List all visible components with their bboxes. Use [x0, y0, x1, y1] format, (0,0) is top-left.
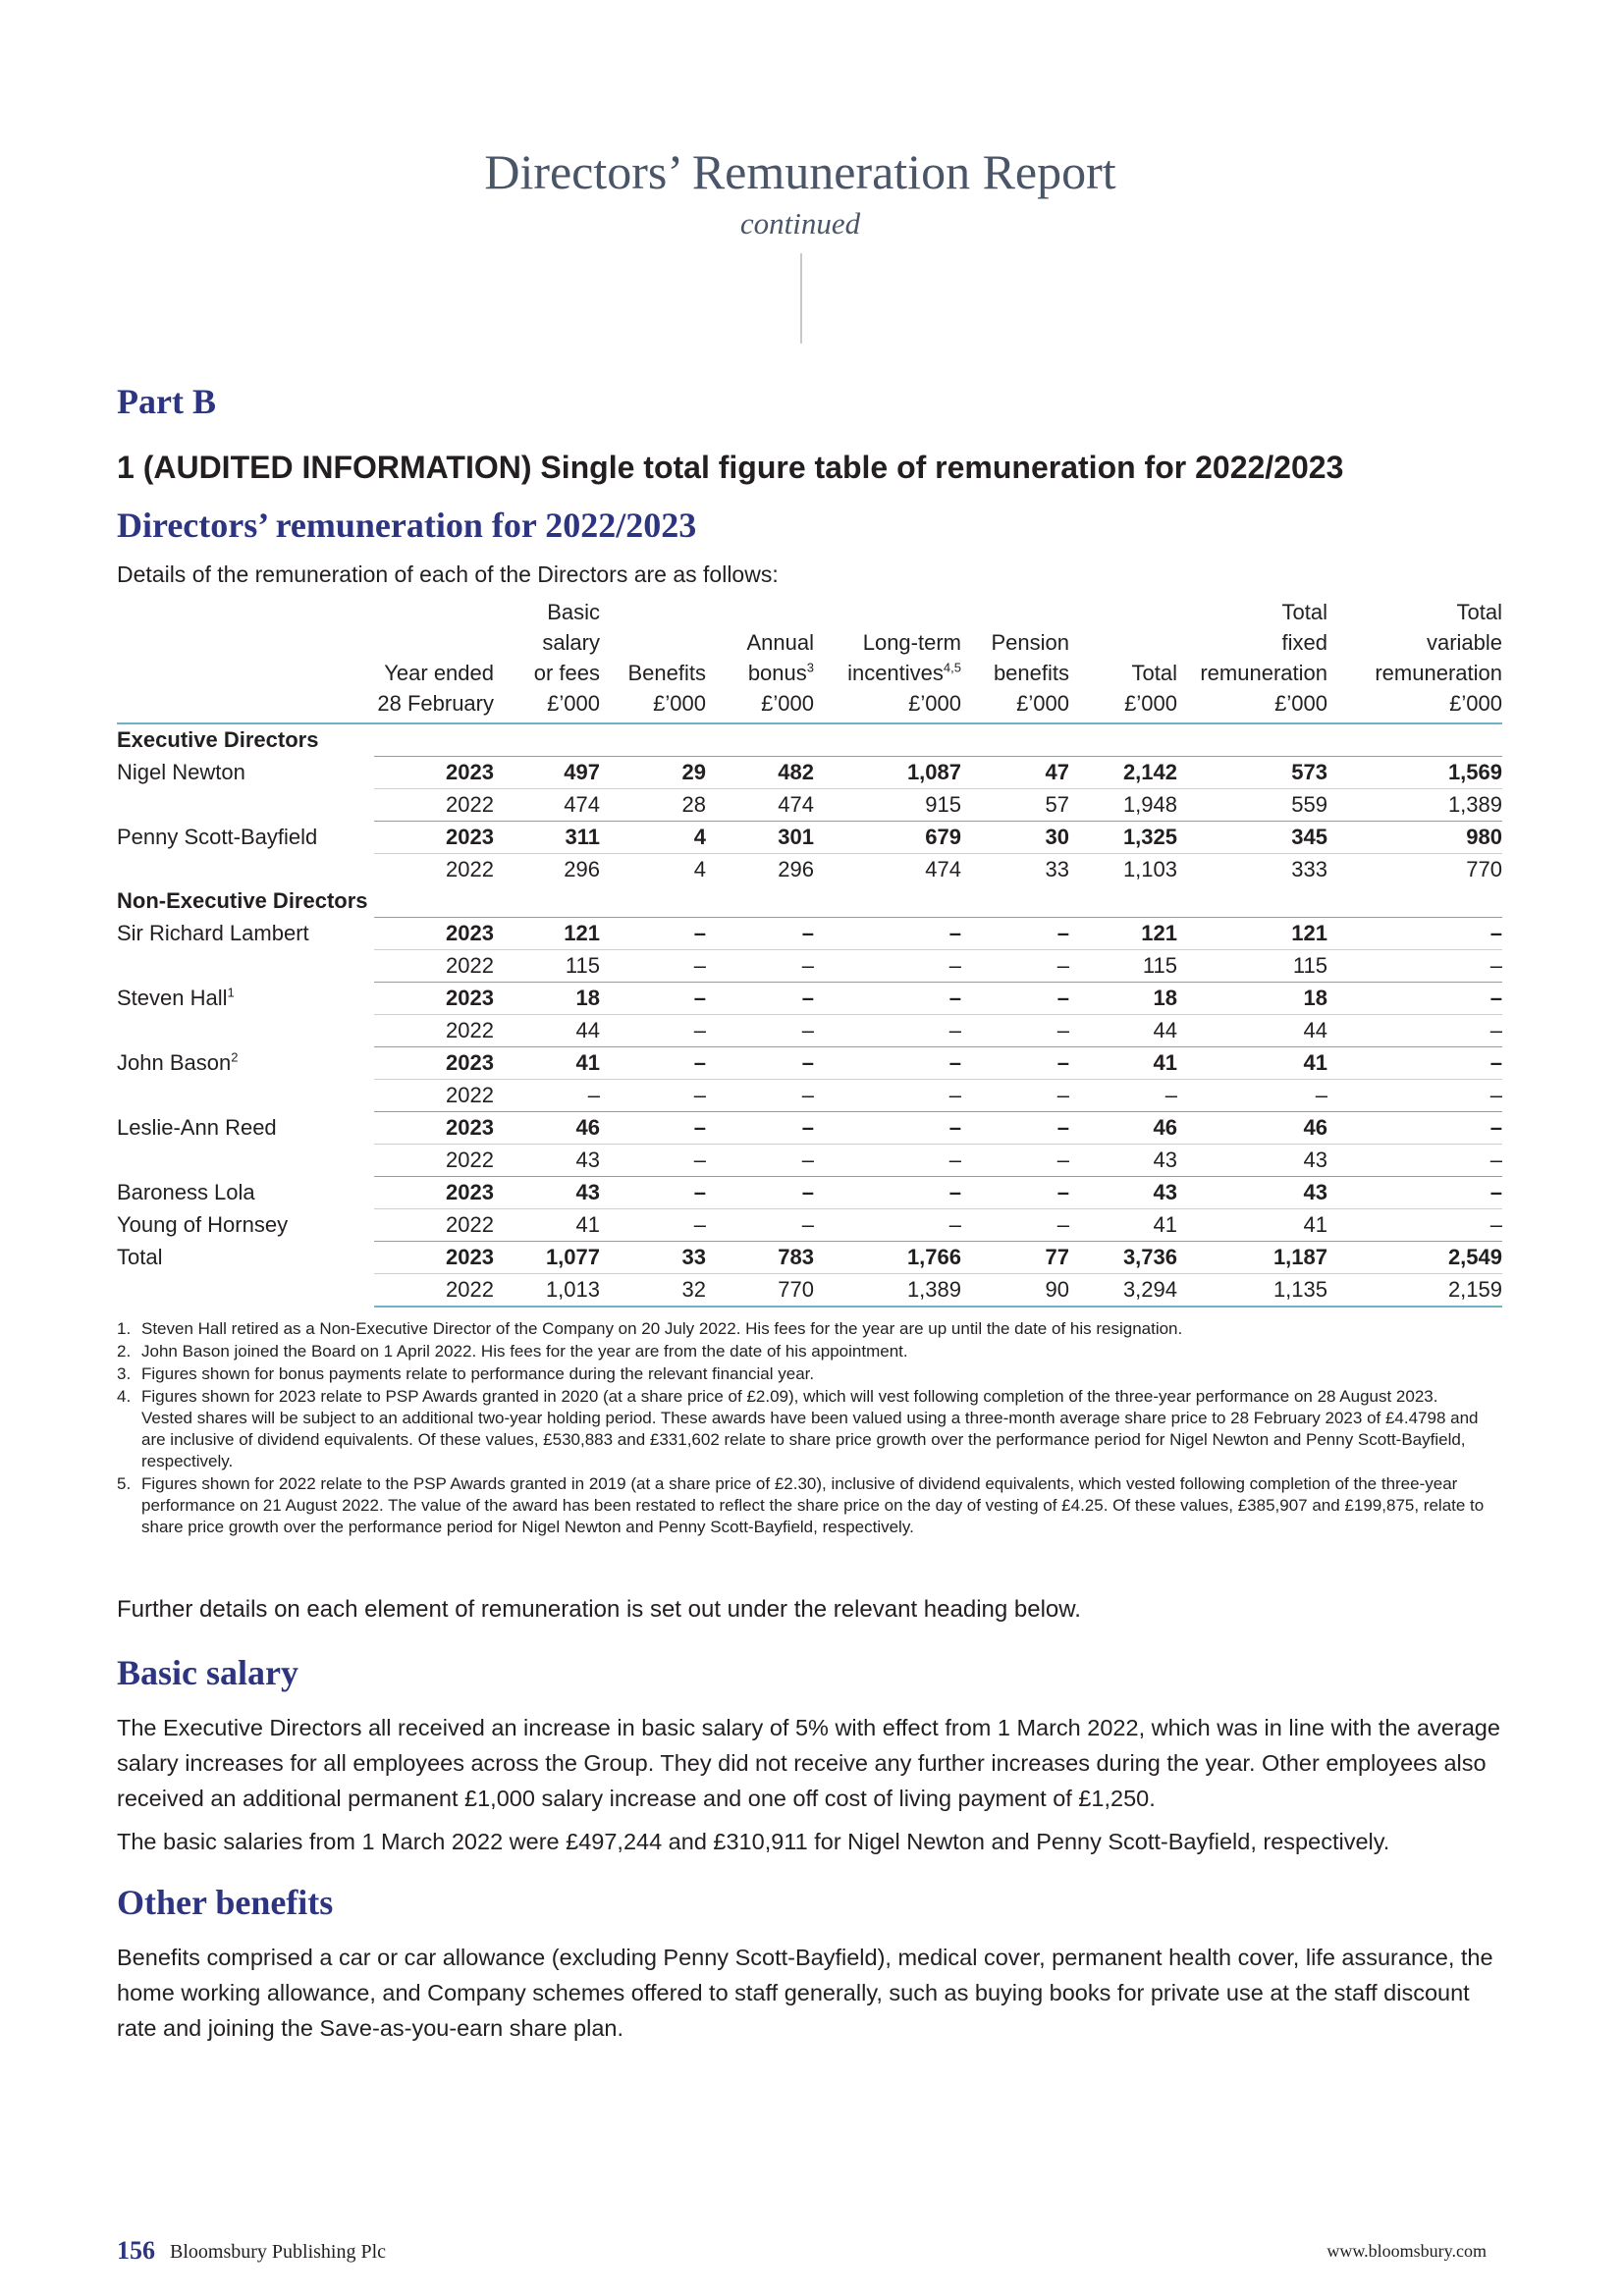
value-cell: –	[706, 1177, 814, 1209]
value-cell: 41	[1069, 1209, 1177, 1242]
value-cell: –	[814, 1145, 961, 1177]
column-header	[1177, 597, 1327, 723]
footnote-text: Figures shown for bonus payments relate to performance during the relevant financial year.	[141, 1364, 815, 1383]
value-cell: –	[1177, 1080, 1327, 1112]
table-header-row	[117, 597, 1502, 723]
director-name: Total	[117, 1245, 163, 1269]
group-row	[117, 885, 1502, 918]
value-cell: –	[1327, 1112, 1502, 1145]
value-cell: –	[494, 1080, 600, 1112]
footnote-number: 5.	[117, 1474, 132, 1493]
director-name-cell	[117, 950, 374, 983]
value-cell: 783	[706, 1242, 814, 1274]
column-header-line: £’000	[1449, 691, 1502, 716]
column-header-line: remuneration	[1200, 661, 1327, 685]
footnote-text: Figures shown for 2023 relate to PSP Awards granted in 2020 (at a share price of £2.09), which will vest following completion of the three-year performance on 28 August 2023. Vested shares will be subject to an additional two-year holding period. These awards have been valued using a three-month average share price to 28 February 2023 of £4.4798 and are inclusive of dividend equivalents. Of these values, £530,883 and £331,602 relate to share price growth over the performance period for Nigel Newton and Penny Scott-Bayfield, respectively.	[141, 1387, 1479, 1470]
intro-text: Details of the remuneration of each of the Directors are as follows:	[117, 561, 779, 587]
column-header	[374, 597, 494, 723]
value-cell: 345	[1177, 822, 1327, 854]
value-cell: 18	[1069, 983, 1177, 1015]
table-row	[117, 854, 1502, 886]
year-cell: 2023	[374, 757, 494, 789]
column-header-line: Annual	[746, 630, 814, 655]
other-benefits-paragraph: Benefits comprised a car or car allowance (excluding Penny Scott-Bayfield), medical cover, permanent health cover, life assurance, the home working allowance, and Company schemes offered to staff generally, such as buying books for private use at the staff discount rate and joining the Save-as-you-earn share plan.	[117, 1945, 1493, 2041]
value-cell: 474	[814, 854, 961, 886]
column-header-line: Total	[1281, 600, 1327, 624]
value-cell: –	[706, 918, 814, 950]
value-cell: 1,389	[1327, 789, 1502, 822]
group-row	[117, 723, 1502, 757]
value-cell: –	[706, 950, 814, 983]
value-cell: –	[706, 1145, 814, 1177]
value-cell: 32	[600, 1274, 706, 1308]
column-header-line: bonus	[747, 661, 807, 685]
value-cell: 1,103	[1069, 854, 1177, 886]
value-cell: 30	[961, 822, 1069, 854]
table-row	[117, 918, 1502, 950]
value-cell: –	[706, 1015, 814, 1047]
group-label: Executive Directors	[117, 727, 319, 752]
value-cell: 115	[1069, 950, 1177, 983]
table-row	[117, 757, 1502, 789]
value-cell: –	[1327, 950, 1502, 983]
value-cell: 1,948	[1069, 789, 1177, 822]
column-header-line: Long-term	[862, 630, 961, 655]
value-cell: 43	[1177, 1177, 1327, 1209]
footnote-item	[117, 1473, 1491, 1538]
value-cell: –	[1327, 983, 1502, 1015]
column-header	[1327, 597, 1502, 723]
value-cell: 915	[814, 789, 961, 822]
director-name: Baroness Lola	[117, 1180, 255, 1204]
column-header-line: benefits	[993, 661, 1069, 685]
basic-salary-paragraph: The Executive Directors all received an increase in basic salary of 5% with effect from 1 March 2022, which was in line with the average salary increases for all employees across the Group. They did not receive any further increases during the year. Other employees also received an additional permanent £1,000 salary increase and one off cost of living payment of £1,250.	[117, 1715, 1500, 1811]
table-row	[117, 1112, 1502, 1145]
footnote-text: Figures shown for 2022 relate to the PSP Awards granted in 2019 (at a share price of £2.30), inclusive of dividend equivalents, which vested following completion of the three-year performance on 21 August 2022. The value of the award has been restated to reflect the share price on the day of vesting of £4.25. Of these values, £385,907 and £199,875, relate to share price growth over the performance period for Nigel Newton and Penny Scott-Bayfield, respectively.	[141, 1474, 1485, 1536]
column-header-line: £’000	[908, 691, 961, 716]
value-cell: –	[961, 1112, 1069, 1145]
year-cell: 2022	[374, 1080, 494, 1112]
table-row	[117, 1080, 1502, 1112]
director-name-cell	[117, 1112, 374, 1145]
column-header-line: Basic	[547, 600, 600, 624]
footer-company-name: Bloomsbury Publishing Plc	[170, 2241, 387, 2263]
value-cell: 121	[1069, 918, 1177, 950]
value-cell: 1,077	[494, 1242, 600, 1274]
footnote-item	[117, 1318, 1491, 1340]
footnote-text: John Bason joined the Board on 1 April 2022. His fees for the year are from the date of his appointment.	[141, 1342, 908, 1361]
director-name-cell	[117, 983, 374, 1015]
group-label: Non-Executive Directors	[117, 888, 368, 913]
value-cell: 296	[494, 854, 600, 886]
value-cell: –	[814, 1209, 961, 1242]
director-name: Penny Scott-Bayfield	[117, 825, 318, 849]
value-cell: 43	[1069, 1177, 1177, 1209]
director-name: Sir Richard Lambert	[117, 921, 309, 945]
director-name-cell	[117, 1177, 374, 1209]
section-heading: 1 (AUDITED INFORMATION) Single total figure table of remuneration for 2022/2023	[117, 450, 1344, 485]
value-cell: 2,159	[1327, 1274, 1502, 1308]
value-cell: 1,013	[494, 1274, 600, 1308]
table-row	[117, 983, 1502, 1015]
column-header-line: £’000	[1274, 691, 1327, 716]
director-name: John Bason	[117, 1050, 232, 1075]
value-cell: 1,187	[1177, 1242, 1327, 1274]
director-name-cell	[117, 822, 374, 854]
table-row	[117, 1242, 1502, 1274]
director-name: Leslie-Ann Reed	[117, 1115, 277, 1140]
year-cell: 2022	[374, 854, 494, 886]
director-name-cell	[117, 918, 374, 950]
value-cell: 43	[1069, 1145, 1177, 1177]
value-cell: –	[961, 1177, 1069, 1209]
value-cell: –	[600, 1080, 706, 1112]
other-benefits-heading: Other benefits	[117, 1883, 334, 1922]
value-cell: 770	[1327, 854, 1502, 886]
value-cell: 121	[1177, 918, 1327, 950]
value-cell: –	[814, 1112, 961, 1145]
column-header	[494, 597, 600, 723]
header-spacer-cell	[117, 597, 374, 723]
value-cell: 2,142	[1069, 757, 1177, 789]
column-header-line: £’000	[547, 691, 600, 716]
value-cell: 43	[1177, 1145, 1327, 1177]
value-cell: 33	[961, 854, 1069, 886]
column-header-line: or fees	[533, 661, 600, 685]
value-cell: 115	[494, 950, 600, 983]
column-header-line: remuneration	[1375, 661, 1502, 685]
value-cell: –	[961, 1080, 1069, 1112]
value-cell: –	[706, 1047, 814, 1080]
value-cell: –	[961, 918, 1069, 950]
value-cell: –	[600, 1112, 706, 1145]
value-cell: 43	[494, 1177, 600, 1209]
footnote-item	[117, 1386, 1491, 1472]
director-name-cell	[117, 1015, 374, 1047]
value-cell: 121	[494, 918, 600, 950]
year-cell: 2022	[374, 1274, 494, 1308]
column-header-line: £’000	[1016, 691, 1069, 716]
director-name: Nigel Newton	[117, 760, 245, 784]
value-cell: –	[1327, 918, 1502, 950]
year-cell: 2023	[374, 1242, 494, 1274]
director-name-cell	[117, 1274, 374, 1308]
value-cell: –	[706, 983, 814, 1015]
table-row	[117, 1274, 1502, 1308]
value-cell: 44	[1069, 1015, 1177, 1047]
value-cell: –	[814, 1047, 961, 1080]
value-cell: –	[814, 1015, 961, 1047]
footnote-number: 2.	[117, 1342, 132, 1361]
column-header	[814, 597, 961, 723]
value-cell: –	[600, 1209, 706, 1242]
value-cell: 1,135	[1177, 1274, 1327, 1308]
title-divider	[800, 253, 802, 344]
value-cell: –	[814, 1177, 961, 1209]
value-cell: 41	[1069, 1047, 1177, 1080]
value-cell: 1,569	[1327, 757, 1502, 789]
value-cell: –	[1327, 1209, 1502, 1242]
value-cell: –	[814, 918, 961, 950]
year-cell: 2023	[374, 983, 494, 1015]
value-cell: 1,389	[814, 1274, 961, 1308]
part-heading: Part B	[117, 382, 216, 421]
value-cell: 4	[600, 854, 706, 886]
value-cell: –	[1327, 1080, 1502, 1112]
year-cell: 2022	[374, 1015, 494, 1047]
value-cell: 29	[600, 757, 706, 789]
column-header-line: Total	[1131, 661, 1177, 685]
value-cell: 44	[1177, 1015, 1327, 1047]
director-name: Steven Hall	[117, 986, 228, 1010]
year-cell: 2022	[374, 1145, 494, 1177]
value-cell: –	[961, 983, 1069, 1015]
table-row	[117, 950, 1502, 983]
table-row	[117, 1209, 1502, 1242]
value-cell: 474	[706, 789, 814, 822]
year-cell: 2023	[374, 1177, 494, 1209]
value-cell: –	[706, 1209, 814, 1242]
value-cell: –	[600, 918, 706, 950]
value-cell: 2,549	[1327, 1242, 1502, 1274]
footer-website-link[interactable]: www.bloomsbury.com	[1326, 2241, 1487, 2261]
table-row	[117, 789, 1502, 822]
value-cell: 3,294	[1069, 1274, 1177, 1308]
column-header	[706, 597, 814, 723]
column-header-line: variable	[1426, 630, 1502, 655]
value-cell: 296	[706, 854, 814, 886]
column-header	[600, 597, 706, 723]
value-cell: –	[1327, 1015, 1502, 1047]
value-cell: 57	[961, 789, 1069, 822]
value-cell: –	[706, 1112, 814, 1145]
director-name-cell	[117, 1242, 374, 1274]
year-cell: 2023	[374, 1047, 494, 1080]
value-cell: –	[600, 1047, 706, 1080]
director-name-cell	[117, 1080, 374, 1112]
value-cell: –	[961, 1209, 1069, 1242]
value-cell: 41	[1177, 1209, 1327, 1242]
director-name-cell	[117, 1145, 374, 1177]
value-cell: 770	[706, 1274, 814, 1308]
value-cell: –	[1327, 1145, 1502, 1177]
table-row	[117, 1145, 1502, 1177]
value-cell: 559	[1177, 789, 1327, 822]
table-row	[117, 822, 1502, 854]
value-cell: 41	[1177, 1047, 1327, 1080]
value-cell: 41	[494, 1209, 600, 1242]
value-cell: 573	[1177, 757, 1327, 789]
director-name-cell	[117, 1209, 374, 1242]
footnote-marker: 2	[231, 1049, 239, 1065]
table-row	[117, 1177, 1502, 1209]
value-cell: 497	[494, 757, 600, 789]
value-cell: –	[1069, 1080, 1177, 1112]
footnote-number: 1.	[117, 1319, 132, 1338]
column-header-line: £’000	[761, 691, 814, 716]
value-cell: 18	[1177, 983, 1327, 1015]
footnote-item	[117, 1341, 1491, 1362]
footnote-number: 4.	[117, 1387, 132, 1406]
value-cell: –	[1327, 1047, 1502, 1080]
value-cell: –	[600, 1177, 706, 1209]
value-cell: 301	[706, 822, 814, 854]
footnote-marker: 4,5	[943, 660, 961, 675]
value-cell: –	[814, 1080, 961, 1112]
value-cell: 1,087	[814, 757, 961, 789]
director-name-cell	[117, 854, 374, 886]
value-cell: 1,766	[814, 1242, 961, 1274]
footnote-marker: 3	[806, 660, 814, 675]
value-cell: 482	[706, 757, 814, 789]
value-cell: 46	[494, 1112, 600, 1145]
column-header	[961, 597, 1069, 723]
year-cell: 2022	[374, 1209, 494, 1242]
value-cell: –	[814, 983, 961, 1015]
table-row	[117, 1015, 1502, 1047]
value-cell: –	[600, 950, 706, 983]
value-cell: –	[600, 983, 706, 1015]
director-name-cell	[117, 1047, 374, 1080]
column-header	[1069, 597, 1177, 723]
footnotes-list	[117, 1318, 1491, 1539]
value-cell: 3,736	[1069, 1242, 1177, 1274]
footnote-number: 3.	[117, 1364, 132, 1383]
footnote-marker: 1	[227, 985, 235, 1000]
value-cell: 46	[1069, 1112, 1177, 1145]
director-name: Young of Hornsey	[117, 1212, 289, 1237]
column-header-line: £’000	[653, 691, 706, 716]
column-header-line: 28 February	[377, 691, 494, 716]
column-header-line: Pension	[991, 630, 1069, 655]
column-header-line: Total	[1456, 600, 1502, 624]
remuneration-table	[117, 597, 1502, 1308]
value-cell: 33	[600, 1242, 706, 1274]
value-cell: 28	[600, 789, 706, 822]
column-header-line: salary	[542, 630, 600, 655]
value-cell: 980	[1327, 822, 1502, 854]
value-cell: 679	[814, 822, 961, 854]
footnote-item	[117, 1363, 1491, 1385]
year-cell: 2023	[374, 918, 494, 950]
column-header-line: Year ended	[384, 661, 494, 685]
table-row	[117, 1047, 1502, 1080]
value-cell: 333	[1177, 854, 1327, 886]
page-number: 156	[117, 2236, 155, 2265]
value-cell: –	[814, 950, 961, 983]
value-cell: 46	[1177, 1112, 1327, 1145]
value-cell: 311	[494, 822, 600, 854]
year-cell: 2022	[374, 950, 494, 983]
column-header-line: fixed	[1281, 630, 1327, 655]
director-name-cell	[117, 789, 374, 822]
value-cell: –	[961, 1145, 1069, 1177]
footnote-text: Steven Hall retired as a Non-Executive Director of the Company on 20 July 2022. His fees for the year are up until the date of his resignation.	[141, 1319, 1183, 1338]
value-cell: 18	[494, 983, 600, 1015]
director-name-cell	[117, 757, 374, 789]
value-cell: 44	[494, 1015, 600, 1047]
value-cell: 4	[600, 822, 706, 854]
value-cell: 77	[961, 1242, 1069, 1274]
value-cell: –	[600, 1015, 706, 1047]
value-cell: 90	[961, 1274, 1069, 1308]
report-title: Directors’ Remuneration Report	[484, 144, 1116, 199]
value-cell: 474	[494, 789, 600, 822]
value-cell: –	[961, 1015, 1069, 1047]
year-cell: 2023	[374, 1112, 494, 1145]
value-cell: 47	[961, 757, 1069, 789]
basic-salary-heading: Basic salary	[117, 1653, 298, 1692]
column-header-line: Benefits	[627, 661, 706, 685]
value-cell: 43	[494, 1145, 600, 1177]
table-body	[117, 723, 1502, 1307]
year-cell: 2022	[374, 789, 494, 822]
table-heading: Directors’ remuneration for 2022/2023	[117, 506, 697, 545]
value-cell: –	[706, 1080, 814, 1112]
value-cell: 41	[494, 1047, 600, 1080]
value-cell: 115	[1177, 950, 1327, 983]
column-header-line: incentives	[847, 661, 944, 685]
value-cell: –	[961, 950, 1069, 983]
value-cell: –	[961, 1047, 1069, 1080]
basic-salary-amounts-paragraph: The basic salaries from 1 March 2022 were £497,244 and £310,911 for Nigel Newton and Penny Scott-Bayfield, respectively.	[117, 1829, 1390, 1854]
value-cell: –	[1327, 1177, 1502, 1209]
value-cell: –	[600, 1145, 706, 1177]
further-details-text: Further details on each element of remuneration is set out under the relevant heading below.	[117, 1596, 1081, 1623]
year-cell: 2023	[374, 822, 494, 854]
column-header-line: £’000	[1124, 691, 1177, 716]
report-continued-label: continued	[739, 206, 861, 240]
value-cell: 1,325	[1069, 822, 1177, 854]
